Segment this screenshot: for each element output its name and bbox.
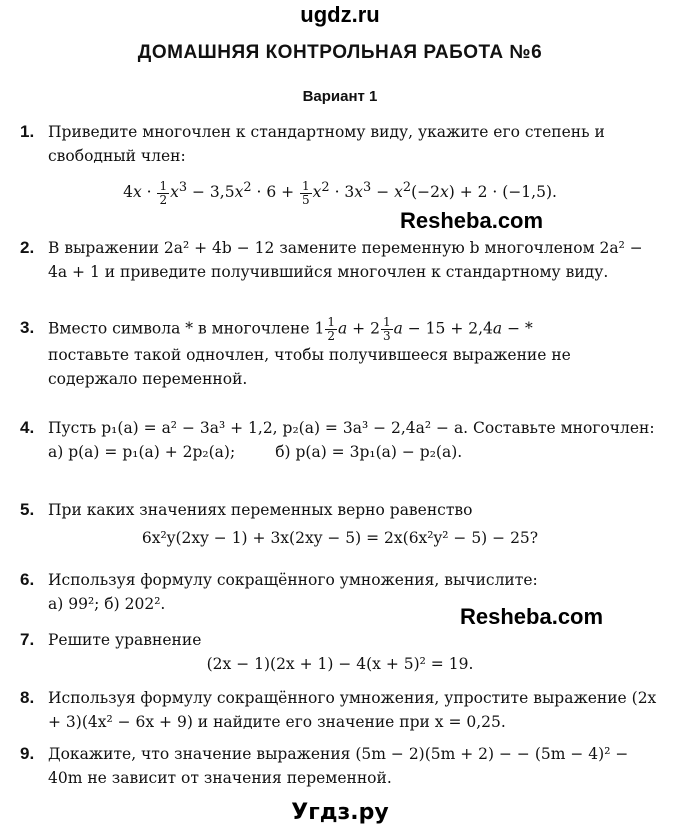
task-6-parts: а) 99²; б) 202². — [48, 595, 166, 613]
task-4-part-a: а) p(a) = p₁(a) + 2p₂(a); — [48, 443, 236, 461]
task-number: 3. — [20, 318, 35, 337]
task-text: Решите уравнение — [48, 631, 202, 649]
task-number: 6. — [20, 570, 35, 589]
task-text: Докажите, что значение выражения (5m − 2)(5m + 2) − − (5m − 4)² − 40m не зависит от значения переменной. — [48, 745, 629, 787]
task-text: В выражении 2a² + 4b − 12 замените переменную b многочленом 2a² − 4a + 1 и приведите получившийся многочлен к стандартному виду. — [48, 239, 643, 281]
task-4-part-b: б) p(a) = 3p₁(a) − p₂(a). — [275, 443, 463, 461]
task-3 — [20, 316, 660, 391]
task-text: Используя формулу сокращённого умножения, упростите выражение (2x + 3)(4x² − 6x + 9) и найдите его значение при x = 0,25. — [48, 689, 657, 731]
task-4-parts — [48, 440, 660, 464]
variant-label: Вариант 1 — [302, 88, 378, 105]
task-number: 4. — [20, 418, 35, 437]
task-number: 1. — [20, 122, 35, 141]
task-4 — [20, 416, 660, 464]
watermark-resheba: Resheba.com — [400, 208, 544, 233]
task-2 — [20, 236, 660, 284]
task-number: 9. — [20, 744, 35, 763]
task-1-formula: 4x · $\frac{1}{2}$ $x^3 - 3,5x^2 \cdot 6$ + $\frac{1}{5}$ $x^2 \cdot 3x^3 - x^2(-2x) + 2 \cdot (-1,5)$. — [123, 178, 557, 207]
task-7-formula: (2x − 1)(2x + 1) − 4(x + 5)² = 19. — [206, 655, 474, 673]
task-5 — [20, 498, 660, 550]
task-text: При каких значениях переменных верно равенство — [48, 501, 473, 519]
task-text: Используя формулу сокращённого умножения, вычислите: — [48, 571, 538, 589]
watermark-resheba: Resheba.com — [460, 604, 604, 629]
task-text: Приведите многочлен к стандартному виду, укажите его степень и свободный член: — [48, 123, 605, 165]
task-text: поставьте такой одночлен, чтобы получившееся выражение не содержало переменной. — [48, 346, 571, 388]
task-1 — [20, 120, 660, 207]
task-number: 5. — [20, 500, 35, 519]
task-3-line-1: Вместо символа * в многочлене 1 $\frac{1}{2}$ a + 2 $\frac{1}{3}$ a − 15 + 2,4a − * — [48, 315, 533, 343]
task-number: 7. — [20, 630, 35, 649]
task-7 — [20, 628, 660, 676]
task-text: Пусть p₁(a) = a² − 3a³ + 1,2, p₂(a) = 3a³ − 2,4a² − a. Составьте многочлен: — [48, 419, 655, 437]
task-9 — [20, 742, 660, 790]
watermark-bottom: Угдз.ру — [291, 800, 389, 825]
page-title: ДОМАШНЯЯ КОНТРОЛЬНАЯ РАБОТА №6 — [137, 42, 543, 63]
watermark-top: ugdz.ru — [300, 2, 380, 27]
task-5-formula: 6x²y(2xy − 1) + 3x(2xy − 5) = 2x(6x²y² − 5) − 25? — [141, 529, 539, 547]
task-number: 8. — [20, 688, 35, 707]
task-8 — [20, 686, 660, 734]
task-number: 2. — [20, 238, 35, 257]
